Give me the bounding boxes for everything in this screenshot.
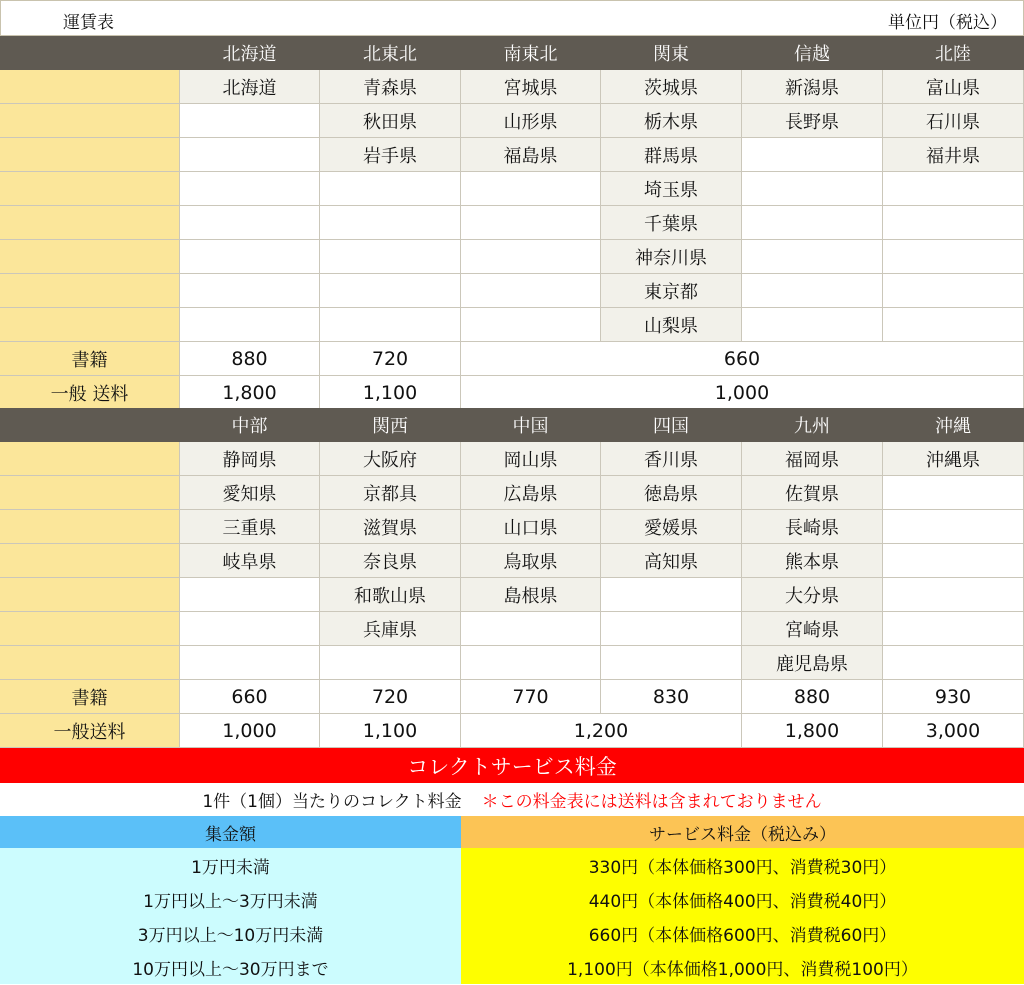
region-header: 四国	[601, 408, 742, 442]
books-price: 880	[180, 342, 320, 376]
empty-cell	[883, 206, 1024, 240]
general-shipping-price: 1,100	[320, 376, 461, 410]
prefecture-cell: 秋田県	[320, 104, 461, 138]
fee-amount-range: 3万円以上〜10万円未満	[0, 916, 461, 950]
prefecture-cell: 群馬県	[601, 138, 742, 172]
books-label: 書籍	[0, 680, 180, 714]
prefecture-cell: 熊本県	[742, 544, 883, 578]
books-price: 660	[461, 342, 1024, 376]
empty-cell	[883, 646, 1024, 680]
collect-fee-table	[0, 816, 1024, 984]
prefecture-cell: 沖縄県	[883, 442, 1024, 476]
general-shipping-price: 1,000	[180, 714, 320, 748]
region-header: 中部	[180, 408, 320, 442]
prefecture-cell: 新潟県	[742, 70, 883, 104]
general-shipping-price: 1,100	[320, 714, 461, 748]
prefecture-cell: 奈良県	[320, 544, 461, 578]
prefecture-cell: 広島県	[461, 476, 601, 510]
region-header: 九州	[742, 408, 883, 442]
region-header: 南東北	[461, 36, 601, 70]
empty-cell	[883, 612, 1024, 646]
prefecture-cell: 石川県	[883, 104, 1024, 138]
empty-cell	[320, 646, 461, 680]
prefecture-cell: 岡山県	[461, 442, 601, 476]
empty-cell	[883, 240, 1024, 274]
empty-cell	[180, 104, 320, 138]
empty-cell	[601, 646, 742, 680]
prefecture-cell: 大阪府	[320, 442, 461, 476]
empty-cell	[320, 240, 461, 274]
prefecture-cell: 愛媛県	[601, 510, 742, 544]
empty-cell	[883, 544, 1024, 578]
empty-cell	[883, 578, 1024, 612]
region-header: 北海道	[180, 36, 320, 70]
prefecture-cell: 富山県	[883, 70, 1024, 104]
empty-cell	[180, 308, 320, 342]
empty-cell	[180, 274, 320, 308]
empty-cell	[601, 612, 742, 646]
row-label-blank	[0, 646, 180, 680]
empty-cell	[180, 612, 320, 646]
row-label-blank	[0, 578, 180, 612]
fee-service-price: 1,100円（本体価格1,000円、消費税100円）	[461, 950, 1024, 984]
region-header: 関西	[320, 408, 461, 442]
page-title: 運賃表	[63, 13, 114, 33]
prefecture-cell: 滋賀県	[320, 510, 461, 544]
rate-table-west	[0, 408, 1024, 748]
fee-amount-range: 1万円以上〜3万円未満	[0, 882, 461, 916]
prefecture-cell: 福島県	[461, 138, 601, 172]
region-header: 沖縄	[883, 408, 1024, 442]
region-header: 北陸	[883, 36, 1024, 70]
collect-note-warning: ＊この料金表には送料は含まれておりません	[481, 792, 822, 812]
unit-label: 単位円（税込）	[888, 13, 1007, 33]
general-shipping-label: 一般 送料	[0, 376, 180, 410]
books-price: 830	[601, 680, 742, 714]
empty-cell	[180, 578, 320, 612]
books-price: 930	[883, 680, 1024, 714]
prefecture-cell: 大分県	[742, 578, 883, 612]
region-header: 信越	[742, 36, 883, 70]
row-label-blank	[0, 206, 180, 240]
prefecture-cell: 長崎県	[742, 510, 883, 544]
empty-cell	[601, 578, 742, 612]
empty-cell	[883, 476, 1024, 510]
region-header: 関東	[601, 36, 742, 70]
general-shipping-price: 1,800	[742, 714, 883, 748]
empty-cell	[180, 646, 320, 680]
row-label-blank	[0, 70, 180, 104]
row-label-blank	[0, 138, 180, 172]
books-price: 770	[461, 680, 601, 714]
general-shipping-price: 1,200	[461, 714, 742, 748]
prefecture-cell: 北海道	[180, 70, 320, 104]
empty-cell	[180, 240, 320, 274]
prefecture-cell: 栃木県	[601, 104, 742, 138]
fee-amount-range: 1万円未満	[0, 848, 461, 882]
collect-service-title: コレクトサービス料金	[0, 748, 1024, 783]
prefecture-cell: 高知県	[601, 544, 742, 578]
collect-note-text: 1件（1個）当たりのコレクト料金	[202, 792, 462, 812]
empty-cell	[742, 308, 883, 342]
row-label-blank	[0, 510, 180, 544]
region-header-corner	[0, 36, 180, 70]
prefecture-cell: 兵庫県	[320, 612, 461, 646]
prefecture-cell: 鹿児島県	[742, 646, 883, 680]
row-label-blank	[0, 476, 180, 510]
empty-cell	[180, 172, 320, 206]
empty-cell	[742, 274, 883, 308]
books-label: 書籍	[0, 342, 180, 376]
empty-cell	[180, 206, 320, 240]
books-price: 660	[180, 680, 320, 714]
prefecture-cell: 徳島県	[601, 476, 742, 510]
fee-header-amount: 集金額	[0, 816, 461, 848]
prefecture-cell: 宮崎県	[742, 612, 883, 646]
empty-cell	[461, 240, 601, 274]
prefecture-cell: 長野県	[742, 104, 883, 138]
prefecture-cell: 岩手県	[320, 138, 461, 172]
region-header: 北東北	[320, 36, 461, 70]
region-header: 中国	[461, 408, 601, 442]
prefecture-cell: 佐賀県	[742, 476, 883, 510]
row-label-blank	[0, 544, 180, 578]
empty-cell	[742, 172, 883, 206]
title-row	[0, 0, 1024, 36]
empty-cell	[742, 138, 883, 172]
prefecture-cell: 宮城県	[461, 70, 601, 104]
prefecture-cell: 三重県	[180, 510, 320, 544]
prefecture-cell: 東京都	[601, 274, 742, 308]
fee-service-price: 660円（本体価格600円、消費税60円）	[461, 916, 1024, 950]
empty-cell	[742, 240, 883, 274]
rate-table-east	[0, 36, 1024, 410]
empty-cell	[320, 308, 461, 342]
prefecture-cell: 福井県	[883, 138, 1024, 172]
empty-cell	[461, 612, 601, 646]
general-shipping-price: 1,800	[180, 376, 320, 410]
empty-cell	[461, 172, 601, 206]
prefecture-cell: 岐阜県	[180, 544, 320, 578]
empty-cell	[180, 138, 320, 172]
prefecture-cell: 神奈川県	[601, 240, 742, 274]
prefecture-cell: 福岡県	[742, 442, 883, 476]
region-header-corner	[0, 408, 180, 442]
prefecture-cell: 茨城県	[601, 70, 742, 104]
row-label-blank	[0, 274, 180, 308]
prefecture-cell: 山形県	[461, 104, 601, 138]
empty-cell	[461, 206, 601, 240]
empty-cell	[883, 274, 1024, 308]
row-label-blank	[0, 104, 180, 138]
prefecture-cell: 埼玉県	[601, 172, 742, 206]
prefecture-cell: 鳥取県	[461, 544, 601, 578]
prefecture-cell: 島根県	[461, 578, 601, 612]
empty-cell	[883, 308, 1024, 342]
empty-cell	[461, 274, 601, 308]
fee-amount-range: 10万円以上〜30万円まで	[0, 950, 461, 984]
general-shipping-price: 3,000	[883, 714, 1024, 748]
empty-cell	[883, 510, 1024, 544]
empty-cell	[320, 206, 461, 240]
row-label-blank	[0, 612, 180, 646]
row-label-blank	[0, 172, 180, 206]
empty-cell	[461, 646, 601, 680]
collect-note	[0, 783, 1024, 816]
row-label-blank	[0, 240, 180, 274]
fee-header-service: サービス料金（税込み）	[461, 816, 1024, 848]
empty-cell	[320, 172, 461, 206]
prefecture-cell: 和歌山県	[320, 578, 461, 612]
prefecture-cell: 香川県	[601, 442, 742, 476]
empty-cell	[883, 172, 1024, 206]
empty-cell	[742, 206, 883, 240]
general-shipping-label: 一般送料	[0, 714, 180, 748]
empty-cell	[320, 274, 461, 308]
books-price: 720	[320, 342, 461, 376]
row-label-blank	[0, 308, 180, 342]
empty-cell	[461, 308, 601, 342]
fee-service-price: 440円（本体価格400円、消費税40円）	[461, 882, 1024, 916]
prefecture-cell: 愛知県	[180, 476, 320, 510]
prefecture-cell: 千葉県	[601, 206, 742, 240]
prefecture-cell: 京都具	[320, 476, 461, 510]
prefecture-cell: 山口県	[461, 510, 601, 544]
prefecture-cell: 山梨県	[601, 308, 742, 342]
general-shipping-price: 1,000	[461, 376, 1024, 410]
prefecture-cell: 青森県	[320, 70, 461, 104]
row-label-blank	[0, 442, 180, 476]
books-price: 720	[320, 680, 461, 714]
books-price: 880	[742, 680, 883, 714]
prefecture-cell: 静岡県	[180, 442, 320, 476]
fee-service-price: 330円（本体価格300円、消費税30円）	[461, 848, 1024, 882]
